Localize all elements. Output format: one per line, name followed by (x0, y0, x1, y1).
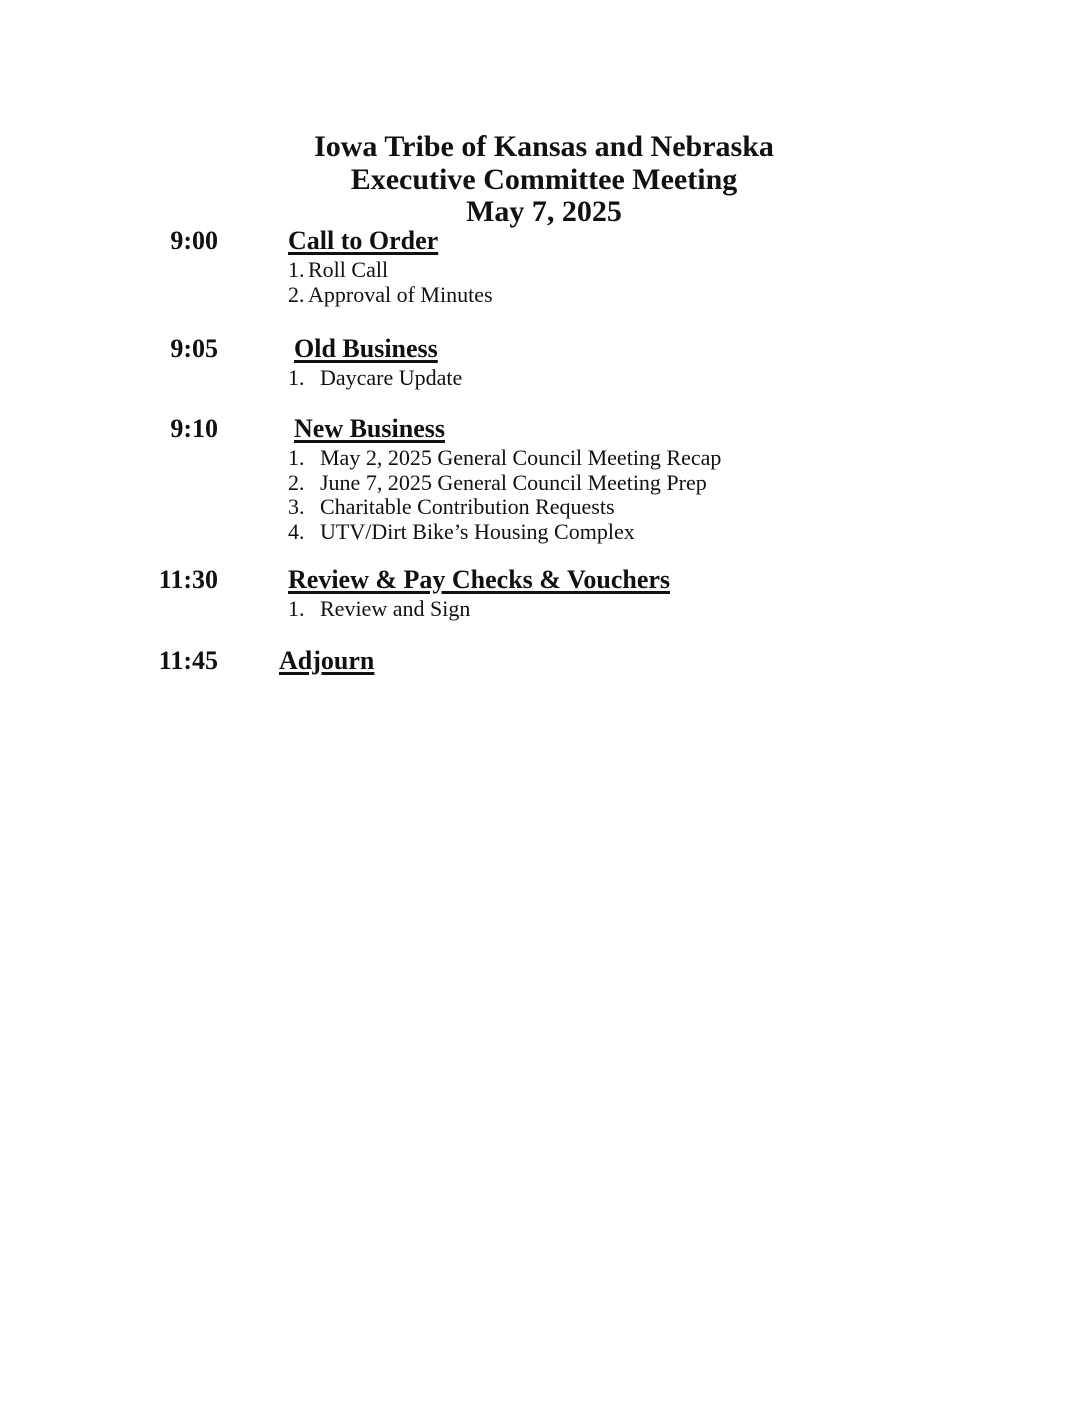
section-items (288, 258, 1088, 307)
item-text: May 2, 2025 General Council Meeting Recap (320, 445, 722, 470)
agenda-item (288, 597, 1088, 622)
item-text: Charitable Contribution Requests (320, 494, 615, 519)
section-adjourn (0, 646, 1088, 676)
section-heading: Review & Pay Checks & Vouchers (288, 565, 671, 594)
item-text: Review and Sign (320, 596, 471, 621)
agenda-item (288, 258, 1088, 283)
item-text: Roll Call (308, 257, 389, 282)
item-text: UTV/Dirt Bike’s Housing Complex (320, 518, 635, 544)
section-items (288, 446, 1088, 544)
title-line-meeting-name: Executive Committee Meeting (350, 162, 738, 196)
section-heading: Old Business (294, 334, 438, 363)
section-heading: Adjourn (279, 646, 375, 675)
item-number: 4. (288, 518, 305, 544)
title-line-date: May 7, 2025 (466, 195, 622, 228)
item-number: 2. (288, 469, 305, 495)
section-time: 9:00 (170, 226, 218, 255)
item-number: 3. (288, 494, 305, 519)
title-line-organization: Iowa Tribe of Kansas and Nebraska (314, 130, 774, 163)
item-text: Daycare Update (320, 365, 463, 390)
agenda-item (288, 366, 1088, 391)
item-number: 1. (288, 445, 305, 470)
section-time: 9:10 (170, 414, 218, 443)
section-content (279, 646, 1088, 676)
document-title (0, 131, 1088, 229)
item-number: 1. (288, 596, 305, 621)
section-new-business (0, 414, 1088, 544)
section-items (288, 366, 1088, 391)
section-review-pay-checks-vouchers (0, 565, 1088, 622)
section-time: 11:45 (158, 646, 218, 675)
item-number: 1. (288, 257, 305, 282)
section-heading: New Business (294, 414, 445, 443)
section-content (288, 226, 1088, 307)
section-content (288, 565, 1088, 622)
item-number: 2. (288, 281, 305, 307)
agenda-item (288, 446, 1088, 471)
section-heading: Call to Order (288, 226, 439, 255)
section-content (288, 334, 1088, 391)
section-content (288, 414, 1088, 544)
section-call-to-order (0, 226, 1088, 307)
section-items (288, 597, 1088, 622)
item-number: 1. (288, 365, 305, 390)
section-time: 9:05 (170, 334, 218, 363)
section-old-business (0, 334, 1088, 391)
agenda-item (288, 520, 1088, 545)
item-text: Approval of Minutes (308, 281, 493, 307)
agenda-item (288, 495, 1088, 520)
section-time: 11:30 (158, 565, 218, 594)
agenda-item (288, 283, 1088, 308)
item-text: June 7, 2025 General Council Meeting Prep (320, 469, 707, 495)
agenda-item (288, 471, 1088, 496)
